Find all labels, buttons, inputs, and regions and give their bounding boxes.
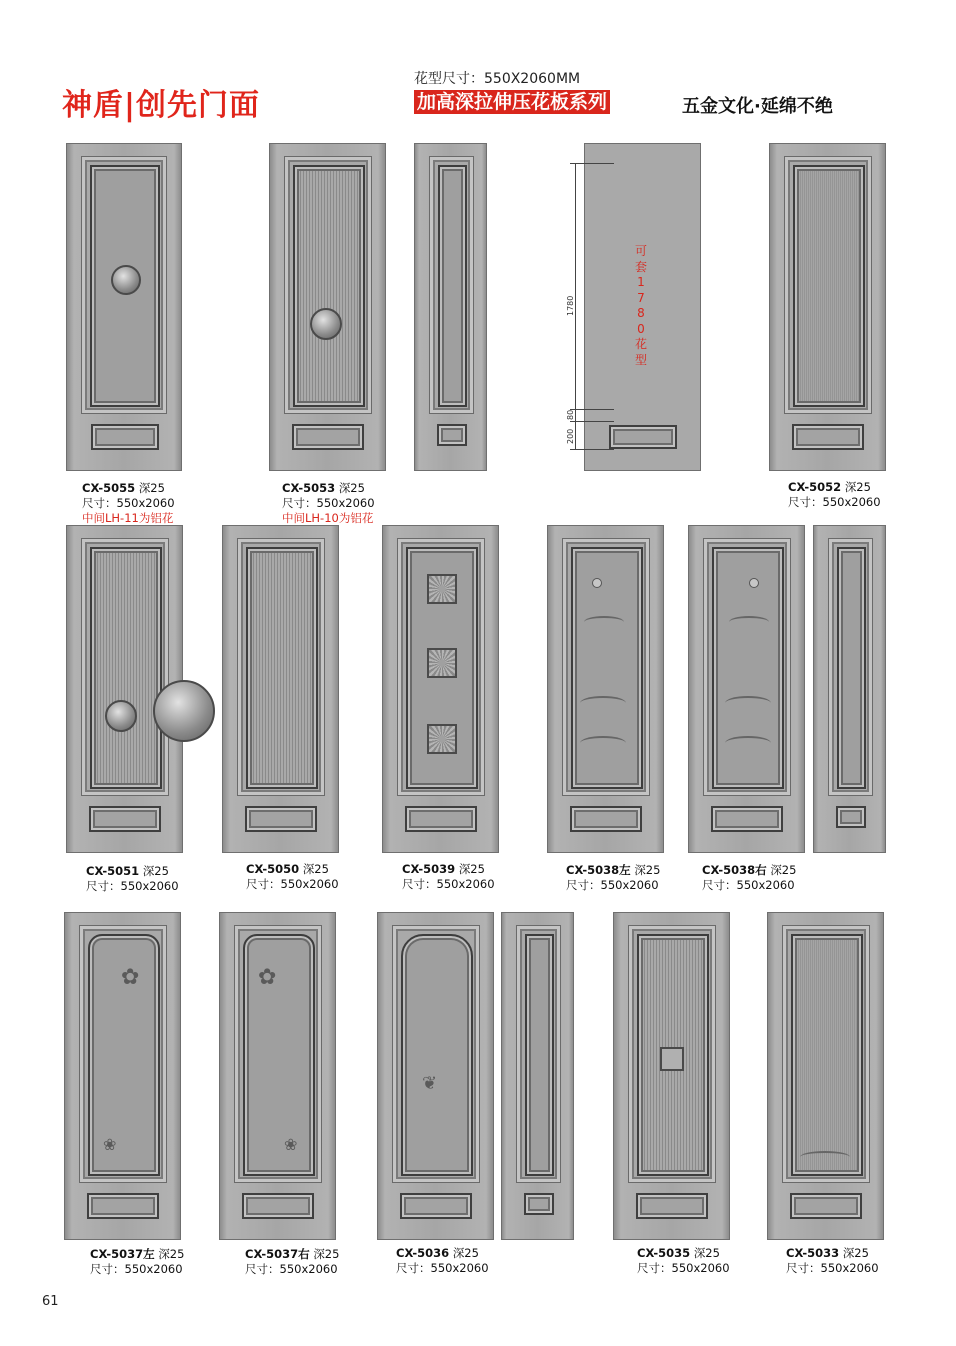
kick-panel (245, 806, 317, 832)
panel-frame (828, 538, 873, 796)
panel-inset (712, 547, 784, 789)
door-panel-cx-5037-left (64, 912, 181, 1240)
caption-cx-5037-right: CX-5037右 深25 尺寸：550x2060 (245, 1247, 340, 1276)
moon-motif (749, 578, 759, 588)
caption-cx-5052: CX-5052 深25 尺寸：550x2060 (788, 480, 881, 509)
wave-motif (725, 696, 771, 710)
carved-square-ornament (427, 648, 457, 678)
series-title: 加高深拉伸压花板系列 (414, 90, 610, 114)
door-panel-cx-5038-right (688, 525, 805, 853)
caption-cx-5033: CX-5033 深25 尺寸：550x2060 (786, 1246, 879, 1275)
door-panel-cx-5038-left (547, 525, 664, 853)
door-panel-cx-5033 (767, 912, 884, 1240)
caption-cx-5050: CX-5050 深25 尺寸：550x2060 (246, 862, 339, 891)
landscape-motif (800, 1151, 850, 1163)
panel-inset (525, 934, 554, 1176)
kick-panel (405, 806, 477, 832)
door-panel-cx-5039 (382, 525, 499, 853)
wave-motif (580, 736, 626, 750)
medallion-ornament (105, 700, 137, 732)
mountain-motif (584, 616, 624, 628)
door-panel-cx-5053 (269, 143, 386, 471)
kick-panel (292, 424, 364, 450)
cloud-scroll-ornament: ✿ (121, 965, 140, 990)
kick-panel (792, 424, 864, 450)
panel-frame (782, 925, 870, 1183)
panel-frame (784, 156, 872, 414)
kick-panel (711, 806, 783, 832)
caption-cx-5055: CX-5055 深25 尺寸：550x2060 中间LH-11为铝花 (82, 481, 175, 525)
door-panel-cx-5052 (769, 143, 886, 471)
caption-cx-5037-left: CX-5037左 深25 尺寸：550x2060 (90, 1247, 185, 1276)
dimension-label-200: 200 (566, 428, 575, 444)
kick-panel (609, 425, 677, 449)
caption-cx-5039: CX-5039 深25 尺寸：550x2060 (402, 862, 495, 891)
panel-frame (516, 925, 561, 1183)
panel-inset (793, 165, 865, 407)
caption-cx-5053: CX-5053 深25 尺寸：550x2060 中间LH-10为铝花 (282, 481, 375, 525)
pattern-size-spec: 花型尺寸：550X2060MM (414, 71, 581, 87)
door-panel-cx-5050 (222, 525, 339, 853)
kick-panel (400, 1193, 472, 1219)
side-panel (813, 525, 886, 853)
compatibility-note: 可套1780花型 (634, 244, 647, 367)
brand-logo: 神盾|创先门面 (62, 88, 260, 123)
panel-inset (293, 165, 365, 407)
panel-frame (234, 925, 322, 1183)
panel-frame (429, 156, 474, 414)
panel-inset (837, 547, 866, 789)
wave-motif (580, 696, 626, 710)
kick-panel (570, 806, 642, 832)
carved-square-ornament (427, 724, 457, 754)
cloud-scroll-ornament: ✿ (258, 965, 277, 990)
slogan: 五金文化·延绵不绝 (682, 96, 833, 117)
panel-inset (438, 165, 467, 407)
door-panel-cx-5035 (613, 912, 730, 1240)
cloud-scroll-ornament: ❀ (103, 1135, 117, 1154)
kick-panel (242, 1193, 314, 1219)
caption-cx-5038-right: CX-5038右 深25 尺寸：550x2060 (702, 863, 797, 892)
panel-frame (81, 538, 169, 796)
dimension-tick (570, 421, 614, 422)
dimension-tick (570, 163, 614, 164)
panel-frame (392, 925, 480, 1183)
door-panel-cx-5037-right (219, 912, 336, 1240)
side-panel (414, 143, 487, 471)
panel-frame (703, 538, 791, 796)
wave-motif (725, 736, 771, 750)
kick-panel (790, 1193, 862, 1219)
panel-inset (791, 934, 863, 1176)
kick-panel (636, 1193, 708, 1219)
panel-inset (243, 934, 315, 1176)
medallion-ornament (111, 265, 141, 295)
dimension-label-1780: 1780 (566, 295, 575, 316)
caption-cx-5036: CX-5036 深25 尺寸：550x2060 (396, 1246, 489, 1275)
dimension-tick (570, 409, 614, 410)
medallion-detail (153, 680, 215, 742)
caption-cx-5051: CX-5051 深25 尺寸：550x2060 (86, 864, 179, 893)
dimension-tick (570, 449, 614, 450)
kick-panel (437, 424, 467, 446)
panel-frame (237, 538, 325, 796)
door-panel-cx-5036 (377, 912, 494, 1240)
panel-frame (79, 925, 167, 1183)
door-panel-cx-5055 (66, 143, 182, 471)
page-number: 61 (42, 1294, 59, 1309)
moon-motif (592, 578, 602, 588)
kick-panel (836, 806, 866, 828)
dimension-label-80: 80 (566, 409, 575, 420)
cloud-scroll-ornament: ❀ (284, 1135, 298, 1154)
carved-square-ornament (427, 574, 457, 604)
panel-frame (562, 538, 650, 796)
mountain-motif (729, 616, 769, 628)
panel-inset (401, 934, 473, 1176)
medallion-ornament (310, 308, 342, 340)
panel-inset (90, 547, 162, 789)
panel-inset (571, 547, 643, 789)
kick-panel (89, 806, 161, 832)
flower-ornament: ❦ (422, 1073, 438, 1094)
panel-frame (284, 156, 372, 414)
kick-panel (87, 1193, 159, 1219)
caption-cx-5035: CX-5035 深25 尺寸：550x2060 (637, 1246, 730, 1275)
side-panel (501, 912, 574, 1240)
caption-cx-5038-left: CX-5038左 深25 尺寸：550x2060 (566, 863, 661, 892)
center-emblem (660, 1047, 684, 1071)
panel-inset (246, 547, 318, 789)
dimension-line (575, 163, 576, 449)
kick-panel (91, 424, 159, 450)
kick-panel (524, 1193, 554, 1215)
